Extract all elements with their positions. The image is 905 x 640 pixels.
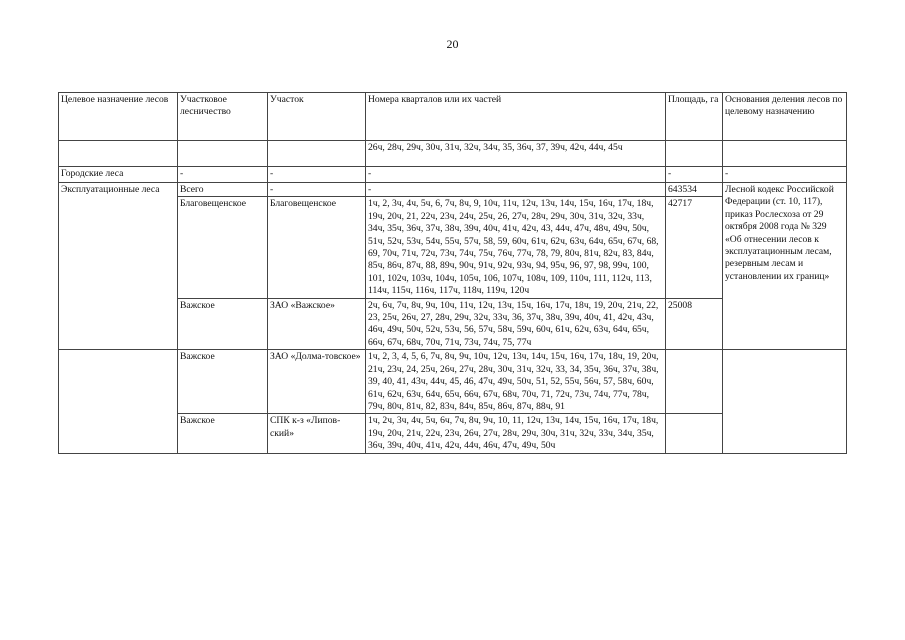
header-quarters: Номера кварталов или их частей xyxy=(366,93,666,141)
cell-forestry: Всего xyxy=(178,183,268,197)
cell-quarters: 1ч, 2ч, 3ч, 4ч, 5ч, 6ч, 7ч, 8ч, 9ч, 10, 11, 12ч, 13ч, 14ч, 15ч, 16ч, 17ч, 18ч, 19ч, 20ч, 21ч, 22ч, 23ч, 26ч, 27ч, 28ч, 29ч, 30ч, 31ч, 32ч, 33ч, 34ч, 35ч, 36ч, 39ч, 40ч, 41ч, 42ч, 44ч, 46ч, 47ч, 49ч, 50ч xyxy=(366,414,666,453)
cell-forestry: Важское xyxy=(178,350,268,414)
cell-forestry xyxy=(178,141,268,167)
cell-area: 643534 xyxy=(666,183,723,197)
cell-quarters: 1ч, 2, 3ч, 4ч, 5ч, 6, 7ч, 8ч, 9, 10ч, 11ч, 12ч, 13ч, 14ч, 15ч, 16ч, 17ч, 18ч, 19ч, 20ч, 21, 22ч, 23ч, 24ч, 25ч, 26, 27ч, 28ч, 29ч, 30ч, 31ч, 32ч, 33ч, 34ч, 35ч, 36ч, 37ч, 38ч, 39ч, 40ч, 41ч, 42ч, 43, 44ч, 47ч, 48ч, 49ч, 50ч, 51ч, 52ч, 53ч, 54ч, 55ч, 57ч, 58, 59, 60ч, 61ч, 62ч, 63ч, 64ч, 65ч, 67ч, 68, 69, 70ч, 71ч, 72ч, 73ч, 74ч, 75ч, 76ч, 77ч, 78, 79, 80ч, 81ч, 82ч, 83, 84ч, 85ч, 86ч, 87ч, 88, 89ч, 90ч, 91ч, 92ч, 93ч, 94, 95ч, 96, 97, 98, 99ч, 100, 101, 102ч, 103ч, 104ч, 105ч, 106, 107ч, 108ч, 109, 110ч, 111, 112ч, 113, 114ч, 115ч, 116ч, 117ч, 118ч, 119ч, 120ч xyxy=(366,197,666,298)
table-header-row xyxy=(59,93,847,141)
table-row xyxy=(59,141,847,167)
cell-basis: Лесной кодекс Российской Федерации (ст. 10, 117), приказ Рослесхоза от 29 октября 2008 года № 329 «Об отнесении лесов к эксплуатационным лесам, резервным лесам и установлении их границ» xyxy=(723,183,847,350)
header-forestry: Участковое лесничество xyxy=(178,93,268,141)
cell-plot: - xyxy=(268,167,366,183)
cell-area: 25008 xyxy=(666,298,723,350)
table-row xyxy=(59,183,847,197)
cell-purpose: Эксплуатационные леса xyxy=(59,183,178,350)
header-purpose: Целевое назначение лесов xyxy=(59,93,178,141)
cell-plot: Благовещенское xyxy=(268,197,366,298)
header-area: Площадь, га xyxy=(666,93,723,141)
cell-area xyxy=(666,414,723,453)
cell-plot: ЗАО «Долма-товское» xyxy=(268,350,366,414)
cell-area: 42717 xyxy=(666,197,723,298)
cell-purpose xyxy=(59,141,178,167)
cell-purpose xyxy=(59,350,178,453)
cell-basis: - xyxy=(723,167,847,183)
cell-quarters: 26ч, 28ч, 29ч, 30ч, 31ч, 32ч, 34ч, 35, 36ч, 37, 39ч, 42ч, 44ч, 45ч xyxy=(366,141,666,167)
cell-forestry: Важское xyxy=(178,414,268,453)
cell-basis xyxy=(723,350,847,453)
cell-area xyxy=(666,350,723,414)
cell-purpose: Городские леса xyxy=(59,167,178,183)
cell-forestry: Важское xyxy=(178,298,268,350)
cell-quarters: - xyxy=(366,183,666,197)
cell-plot xyxy=(268,141,366,167)
header-basis: Основания деления лесов по целевому назначению xyxy=(723,93,847,141)
cell-area: - xyxy=(666,167,723,183)
forest-purpose-table xyxy=(58,92,847,454)
cell-basis xyxy=(723,141,847,167)
cell-plot: ЗАО «Важское» xyxy=(268,298,366,350)
cell-forestry: Благовещенское xyxy=(178,197,268,298)
page-number: 20 xyxy=(446,37,459,51)
table-row xyxy=(59,350,847,414)
header-plot: Участок xyxy=(268,93,366,141)
cell-quarters: 1ч, 2, 3, 4, 5, 6, 7ч, 8ч, 9ч, 10ч, 12ч, 13ч, 14ч, 15ч, 16ч, 17ч, 18ч, 19, 20ч, 21ч, 23ч, 24, 25ч, 26ч, 27ч, 28ч, 30ч, 31ч, 32ч, 33, 34, 35ч, 36ч, 37ч, 38ч, 39, 40, 41, 43ч, 44ч, 45, 46, 47ч, 49ч, 50ч, 51, 52, 55ч, 56ч, 57, 58ч, 60ч, 61ч, 62ч, 63ч, 64ч, 65ч, 66ч, 67ч, 68ч, 70ч, 71, 72ч, 73ч, 74ч, 77ч, 78ч, 79ч, 80ч, 81ч, 82, 83ч, 84ч, 85ч, 86ч, 87ч, 88ч, 91 xyxy=(366,350,666,414)
table-row xyxy=(59,167,847,183)
cell-plot: СПК к-з «Липов-ский» xyxy=(268,414,366,453)
cell-area xyxy=(666,141,723,167)
cell-quarters: - xyxy=(366,167,666,183)
cell-quarters: 2ч, 6ч, 7ч, 8ч, 9ч, 10ч, 11ч, 12ч, 13ч, 15ч, 16ч, 17ч, 18ч, 19, 20ч, 21ч, 22, 23, 25ч, 26ч, 27, 28ч, 29ч, 32ч, 33ч, 36, 37ч, 38ч, 39ч, 40ч, 41, 42ч, 43ч, 46ч, 49ч, 50ч, 52ч, 53ч, 56, 57ч, 58ч, 59ч, 60ч, 61ч, 62ч, 63ч, 64ч, 65ч, 66ч, 67ч, 68ч, 70ч, 71ч, 73ч, 74ч, 75, 77ч xyxy=(366,298,666,350)
cell-plot: - xyxy=(268,183,366,197)
cell-forestry: - xyxy=(178,167,268,183)
